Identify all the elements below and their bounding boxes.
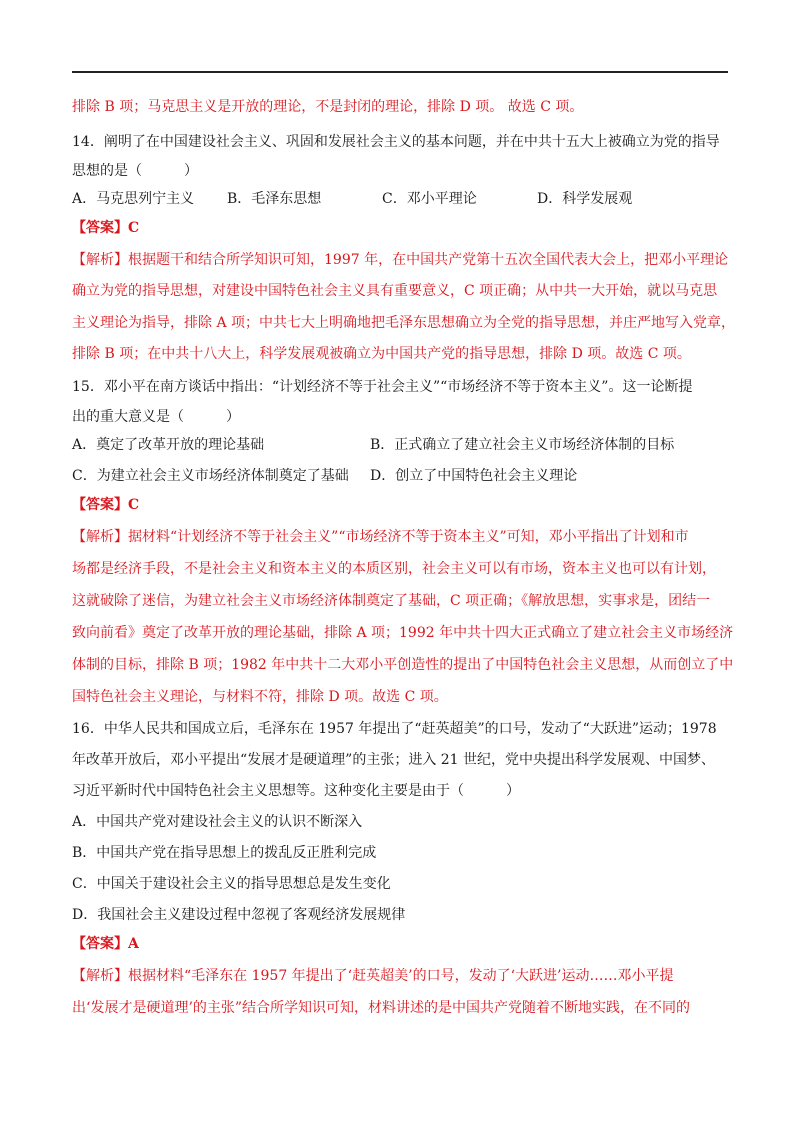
q16-analysis-line-1: 【解析】根据材料“毛泽东在 1957 年提出了‘赶英超美’的口号，发动了‘大跃进’运动……邓小平提 [72,968,674,984]
q16-option-a: A．中国共产党对建设社会主义的认识不断深入 [72,814,363,830]
q16-stem-line-1: 16．中华人民共和国成立后，毛泽东在 1957 年提出了“赶英超美”的口号，发动了“大跃进”运动；1978 [72,721,717,737]
q16-stem-line-2: 年改革开放后，邓小平提出“发展才是硬道理”的主张；进入 21 世纪，党中央提出科学发展观、中国梦、 [72,752,716,768]
q14-stem-line-2: 思想的是（ ） [72,163,198,179]
q14-analysis-line-3: 主义理论为指导，排除 A 项；中共七大上明确地把毛泽东思想确立为全党的指导思想，并庄严地写入党章， [72,315,736,331]
q14-option-d: D．科学发展观 [537,191,633,207]
q14-analysis-line-4: 排除 B 项；在中共十八大上，科学发展观被确立为中国共产党的指导思想，排除 D 项。故选 C 项。 [72,346,691,362]
q16-option-b: B．中国共产党在指导思想上的拨乱反正胜利完成 [72,845,377,861]
q14-analysis-line-1: 【解析】根据题干和结合所学知识可知，1997 年，在中国共产党第十五次全国代表大会上，把邓小平理论 [72,252,729,268]
q15-option-a: A．奠定了改革开放的理论基础 [72,437,265,453]
q14-stem-line-1: 14．阐明了在中国建设社会主义、巩固和发展社会主义的基本问题，并在中共十五大上被确立为党的指导 [72,134,720,150]
q15-analysis-line-1: 【解析】据材料“计划经济不等于社会主义”“市场经济不等于资本主义”可知，邓小平指出了计划和市 [72,529,689,545]
q14-option-b: B．毛泽东思想 [227,191,322,207]
q16-answer: 【答案】A [72,936,139,952]
q14-option-c: C．邓小平理论 [382,191,477,207]
q16-stem-line-3: 习近平新时代中国特色社会主义思想等。这种变化主要是由于（ ） [72,783,520,799]
q14-answer: 【答案】C [72,220,140,236]
q14-analysis-line-2: 确立为党的指导思想，对建设中国特色社会主义具有重要意义，C 项正确；从中共一大开始，就以马克思 [72,283,718,299]
q16-option-c: C．中国关于建设社会主义的指导思想总是发生变化 [72,876,391,892]
q15-analysis-line-5: 体制的目标，排除 B 项；1982 年中共十二大邓小平创造性的提出了中国特色社会主义思想，从而创立了中 [72,657,734,673]
q13-analysis-tail: 排除 B 项；马克思主义是开放的理论，不是封闭的理论，排除 D 项。 故选 C 项。 [72,99,584,115]
q15-analysis-line-6: 国特色社会主义理论，与材料不符，排除 D 项。故选 C 项。 [72,689,448,705]
q15-option-b: B．正式确立了建立社会主义市场经济体制的目标 [370,437,675,453]
q15-analysis-line-3: 这就破除了迷信，为建立社会主义市场经济体制奠定了基础，C 项正确；《解放思想，实事求是，团结一 [72,593,711,609]
header-rule [72,71,728,73]
q16-option-d: D．我国社会主义建设过程中忽视了客观经济发展规律 [72,907,406,923]
q15-option-c: C．为建立社会主义市场经济体制奠定了基础 [72,468,349,484]
q15-stem-line-1: 15．邓小平在南方谈话中指出：“计划经济不等于社会主义”“市场经济不等于资本主义”。这一论断提 [72,379,693,395]
q16-analysis-line-2: 出‘发展才是硬道理’的主张”结合所学知识可知，材料讲述的是中国共产党随着不断地实践，在不同的 [72,1000,691,1016]
q15-option-d: D．创立了中国特色社会主义理论 [370,468,578,484]
q15-options-row-1 [72,435,728,455]
q14-option-a: A．马克思列宁主义 [72,191,195,207]
q15-analysis-line-4: 致向前看》奠定了改革开放的理论基础，排除 A 项；1992 年中共十四大正式确立了建立社会主义市场经济 [72,625,734,641]
q15-answer: 【答案】C [72,497,140,513]
q14-options [72,189,728,209]
q15-options-row-2 [72,466,728,486]
q15-analysis-line-2: 场都是经济手段，不是社会主义和资本主义的本质区别，社会主义可以有市场，资本主义也可以有计划， [72,561,716,577]
q15-stem-line-2: 出的重大意义是（ ） [72,409,240,425]
